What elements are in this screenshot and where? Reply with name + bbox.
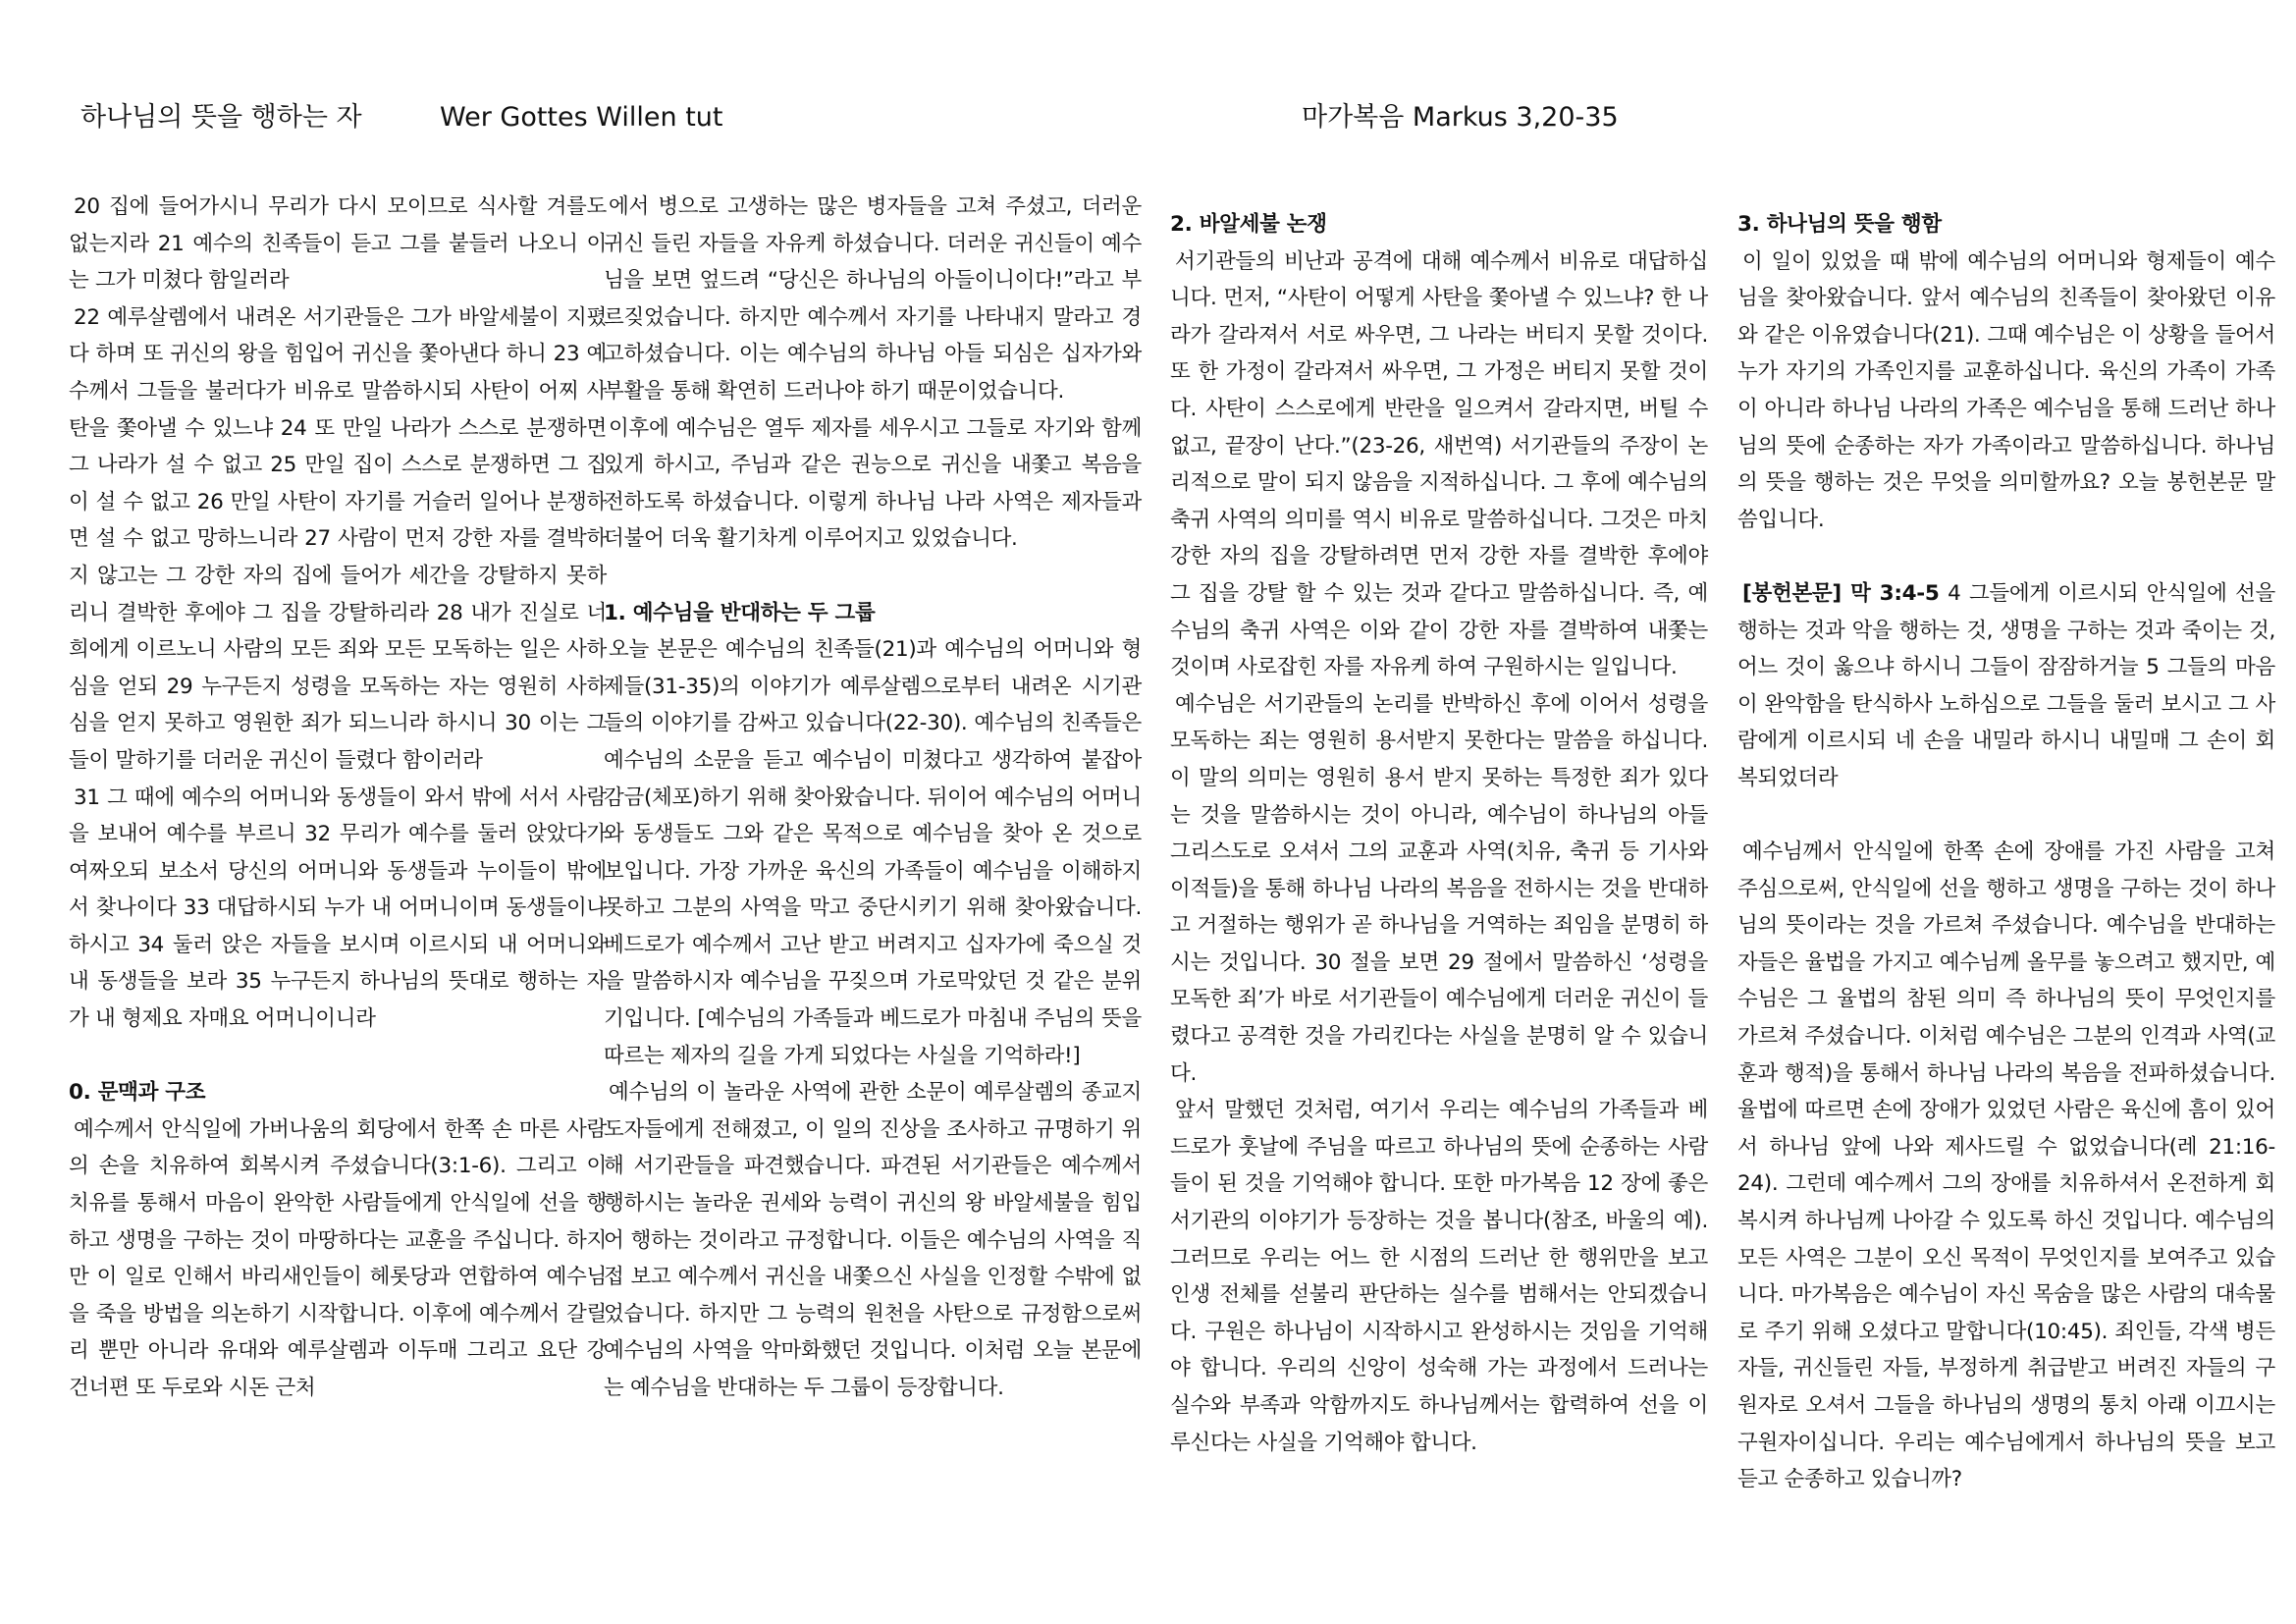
column-1 xyxy=(69,189,607,1407)
body-paragraph: 이 일이 있었을 때 밖에 예수님의 어머니와 형제들이 예수님을 찾아왔습니다. 앞서 예수님의 친족들이 찾아왔던 이유와 같은 이유였습니다(21). 그때 예수님은 이 상황을 들어서 누가 자기의 가족인지를 교훈하십니다. 육신의 가족이 가족이 아니라 하나님 나라의 가족은 예수님을 통해 드러난 하나님의 뜻에 순종하는 자가 가족이라고 말씀하십니다. 하나님의 뜻을 행하는 것은 무엇을 의미할까요? 오늘 봉헌본문 말씀입니다. xyxy=(1737,248,2275,532)
section-heading-opposition: 1. 예수님을 반대하는 두 그룹 xyxy=(604,600,876,625)
section-heading-beelzebul: 2. 바알세불 논쟁 xyxy=(1170,212,1327,237)
offering-text: 4 그들에게 이르시되 안식일에 선을 행하는 것과 악을 행하는 것, 생명을 구하는 것과 죽이는 것, 어느 것이 옳으냐 하시니 그들이 잠잠하거늘 5 그들의 마음이 완악함을 탄식하사 노하심으로 그들을 둘러 보시고 그 사람에게 이르시되 네 손을 내밀라 하시니 내밀매 그 손이 회복되었더라 xyxy=(1737,580,2275,790)
body-paragraph: 오늘 본문은 예수님의 친족들(21)과 예수님의 어머니와 형제들(31-35)의 이야기가 예루살렘으로부터 내려온 시기관들의 이야기를 감싸고 있습니다(22-30). 예수님의 친족들은 예수님의 소문을 듣고 예수님이 미쳤다고 생각하여 붙잡아 감금(체포)하기 위해 찾아왔습니다. 뒤이어 예수님의 어머니와 동생들도 그와 같은 목적으로 예수님을 찾아 온 것으로 보입니다. 가장 가까운 육신의 가족들이 예수님을 이해하지 못하고 그분의 사역을 막고 중단시키기 위해 찾아왔습니다. 베드로가 예수께서 고난 받고 버려지고 십자가에 죽으실 것을 말씀하시자 예수님을 꾸짖으며 가로막았던 것 같은 분위기입니다. [예수님의 가족들과 베드로가 마침내 주님의 뜻을 따르는 제자의 길을 가게 되었다는 사실을 기억하라!] xyxy=(604,637,1142,1068)
offering-label: [봉헌본문] 막 3:4-5 xyxy=(1742,580,1940,606)
scripture-text-paragraph: 20 집에 들어가시니 무리가 다시 모이므로 식사할 겨를도 없는지라 21 예수의 친족들이 듣고 그를 붙들러 나오니 이는 그가 미쳤다 함일러라 xyxy=(69,194,607,294)
column-3 xyxy=(1170,189,1708,1461)
body-paragraph: 서기관들의 비난과 공격에 대해 예수께서 비유로 대답하십니다. 먼저, “사탄이 어떻게 사탄을 쫓아낼 수 있느냐? 한 나라가 갈라져서 서로 싸우면, 그 나라는 버티지 못할 것이다. 또 한 가정이 갈라져서 싸우면, 그 가정은 버티지 못할 것이다. 사탄이 스스로에게 반란을 일으켜서 갈라지면, 버틸 수 없고, 끝장이 난다.”(23-26, 새번역) 서기관들의 주장이 논리적으로 말이 되지 않음을 지적하십니다. 그 후에 예수님의 축귀 사역의 의미를 역시 비유로 말씀하십니다. 그것은 마치 강한 자의 집을 강탈하려면 먼저 강한 자를 결박한 후에야 그 집을 강탈 할 수 있는 것과 같다고 말씀하십니다. 즉, 예수님의 축귀 사역은 이와 같이 강한 자를 결박하여 내쫓는 것이며 사로잡힌 자를 자유케 하여 구원하시는 일입니다. xyxy=(1170,248,1708,680)
scripture-text-paragraph: 31 그 때에 예수의 어머니와 동생들이 와서 밖에 서서 사람을 보내어 예수를 부르니 32 무리가 예수를 둘러 앉았다가 여짜오되 보소서 당신의 어머니와 동생들과 누이들이 밖에서 찾나이다 33 대답하시되 누가 내 어머니이며 동생들이냐 하시고 34 둘러 앉은 자들을 보시며 이르시되 내 어머니와 내 동생들을 보라 35 누구든지 하나님의 뜻대로 행하는 자가 내 형제요 자매요 어머니이니라 xyxy=(69,785,607,1032)
scripture-text-paragraph: 22 예루살렘에서 내려온 서기관들은 그가 바알세불이 지폈다 하며 또 귀신의 왕을 힘입어 귀신을 쫓아낸다 하니 23 예수께서 그들을 불러다가 비유로 말씀하시되 사탄이 어찌 사탄을 쫓아낼 수 있느냐 24 또 만일 나라가 스스로 분쟁하면 그 나라가 설 수 없고 25 만일 집이 스스로 분쟁하면 그 집이 설 수 없고 26 만일 사탄이 자기를 거슬러 일어나 분쟁하면 설 수 없고 망하느니라 27 사람이 먼저 강한 자를 결박하지 않고는 그 강한 자의 집에 들어가 세간을 강탈하지 못하리니 결박한 후에야 그 집을 강탈하리라 28 내가 진실로 너희에게 이르노니 사람의 모든 죄와 모든 모독하는 일은 사하심을 얻되 29 누구든지 성령을 모독하는 자는 영원히 사하심을 얻지 못하고 영원한 죄가 되느니라 하시니 30 이는 그들이 말하기를 더러운 귀신이 들렸다 함이러라 xyxy=(69,304,607,773)
body-paragraph: 예수님은 서기관들의 논리를 반박하신 후에 이어서 성령을 모독하는 죄는 영원히 용서받지 못한다는 말씀을 하십니다. 이 말의 의미는 영원히 용서 받지 못하는 특정한 죄가 있다는 것을 말씀하시는 것이 아니라, 예수님이 하나님의 아들 그리스도로 오셔서 그의 교훈과 사역(치유, 축귀 등 기사와 이적들)을 통해 하나님 나라의 복음을 전하시는 것을 반대하고 거절하는 행위가 곧 하나님을 거역하는 죄임을 분명히 하시는 것입니다. 30 절을 보면 29 절에서 말씀하신 ‘성령을 모독한 죄’가 바로 서기관들이 예수님에게 더러운 귀신이 들렸다고 공격한 것을 가리킨다는 사실을 분명히 알 수 있습니다. xyxy=(1170,691,1708,1086)
page-header xyxy=(0,98,2296,137)
section-heading-context: 0. 문맥과 구조 xyxy=(69,1080,206,1106)
column-2 xyxy=(604,189,1142,1407)
body-paragraph: 예수께서 안식일에 가버나움의 회당에서 한쪽 손 마른 사람의 손을 치유하여 회복시켜 주셨습니다(3:1-6). 그리고 이 치유를 통해서 마음이 완악한 사람들에게 안식일에 선을 행하고 생명을 구하는 것이 마땅하다는 교훈을 주십니다. 하지만 이 일로 인해서 바리새인들이 헤롯당과 연합하여 예수님을 죽을 방법을 의논하기 시작합니다. 이후에 예수께서 갈릴리 뿐만 아니라 유대와 예루살렘과 이두매 그리고 요단 강 건너편 또 두로와 시돈 근처 xyxy=(69,1116,607,1400)
scripture-reference: 마가복음 Markus 3,20-35 xyxy=(1302,102,1619,133)
body-paragraph: 앞서 말했던 것처럼, 여기서 우리는 예수님의 가족들과 베드로가 훗날에 주님을 따르고 하나님의 뜻에 순종하는 사람들이 된 것을 기억해야 합니다. 또한 마가복음 12 장에 좋은 서기관의 이야기가 등장하는 것을 봅니다(참조, 바울의 예). 그러므로 우리는 어느 한 시점의 드러난 한 행위만을 보고 인생 전체를 섣불리 판단하는 실수를 범해서는 안되겠습니다. 구원은 하나님이 시작하시고 완성하시는 것임을 기억해야 합니다. 우리의 신앙이 성숙해 가는 과정에서 드러나는 실수와 부족과 악함까지도 하나님께서는 합력하여 선을 이루신다는 사실을 기억해야 합니다. xyxy=(1170,1098,1708,1455)
body-paragraph: 에서 병으로 고생하는 많은 병자들을 고쳐 주셨고, 더러운 귀신 들린 자들을 자유케 하셨습니다. 더러운 귀신들이 예수님을 보면 엎드려 “당신은 하나님의 아들이니이다!”라고 부르짖었습니다. 하지만 예수께서 자기를 나타내지 말라고 경고하셨습니다. 이는 예수님의 하나님 아들 되심은 십자가와 부활을 통해 확연히 드러나야 하기 때문이었습니다. xyxy=(604,194,1142,404)
body-paragraph: 예수님께서 안식일에 한쪽 손에 장애를 가진 사람을 고쳐 주심으로써, 안식일에 선을 행하고 생명을 구하는 것이 하나님의 뜻이라는 것을 가르쳐 주셨습니다. 예수님을 반대하는 자들은 율법을 가지고 예수님께 올무를 놓으려고 했지만, 예수님은 그 율법의 참된 의미 즉 하나님의 뜻이 무엇인지를 가르쳐 주셨습니다. 이처럼 예수님은 그분의 인격과 사역(교훈과 행적)을 통해서 하나님 나라의 복음을 전파하셨습니다. 율법에 따르면 손에 장애가 있었던 사람은 육신에 흠이 있어서 하나님 앞에 나와 제사드릴 수 없었습니다(레 21:16-24). 그런데 예수께서 그의 장애를 치유하셔서 온전하게 회복시켜 하나님께 나아갈 수 있도록 하신 것입니다. 예수님의 모든 사역은 그분이 오신 목적이 무엇인지를 보여주고 있습니다. 마가복음은 예수님이 자신 목숨을 많은 사람의 대속물로 주기 위해 오셨다고 말합니다(10:45). 죄인들, 각색 병든 자들, 귀신들린 자들, 부정하게 취급받고 버려진 자들의 구원자로 오셔서 그들을 하나님의 생명의 통치 아래 이끄시는 구원자이십니다. 우리는 예수님에게서 하나님의 뜻을 보고 듣고 순종하고 있습니까? xyxy=(1737,839,2275,1492)
title-korean: 하나님의 뜻을 행하는 자 xyxy=(80,102,362,133)
body-paragraph: 예수님의 이 놀라운 사역에 관한 소문이 예루살렘의 종교지도자들에게 전해졌고, 이 일의 진상을 조사하고 규명하기 위해 서기관들을 파견했습니다. 파견된 서기관들은 예수께서 행하시는 놀라운 권세와 능력이 귀신의 왕 바알세불을 힘입어 행하는 것이라고 규정합니다. 이들은 예수님의 사역을 직접 보고 예수께서 귀신을 내쫓으신 사실을 인정할 수밖에 없었습니다. 하지만 그 능력의 원천을 사탄으로 규정함으로써 예수님의 사역을 악마화했던 것입니다. 이처럼 오늘 본문에는 예수님을 반대하는 두 그룹이 등장합니다. xyxy=(604,1080,1142,1400)
title-german: Wer Gottes Willen tut xyxy=(440,102,723,133)
body-paragraph: 이후에 예수님은 열두 제자를 세우시고 그들로 자기와 함께 있게 하시고, 주님과 같은 권능으로 귀신을 내쫓고 복음을 전하도록 하셨습니다. 이렇게 하나님 나라 사역은 제자들과 더불어 더욱 활기차게 이루어지고 있었습니다. xyxy=(604,415,1142,552)
column-4 xyxy=(1737,189,2275,1498)
section-heading-will-of-god: 3. 하나님의 뜻을 행함 xyxy=(1737,212,1942,237)
offering-text-paragraph xyxy=(1737,575,2275,797)
